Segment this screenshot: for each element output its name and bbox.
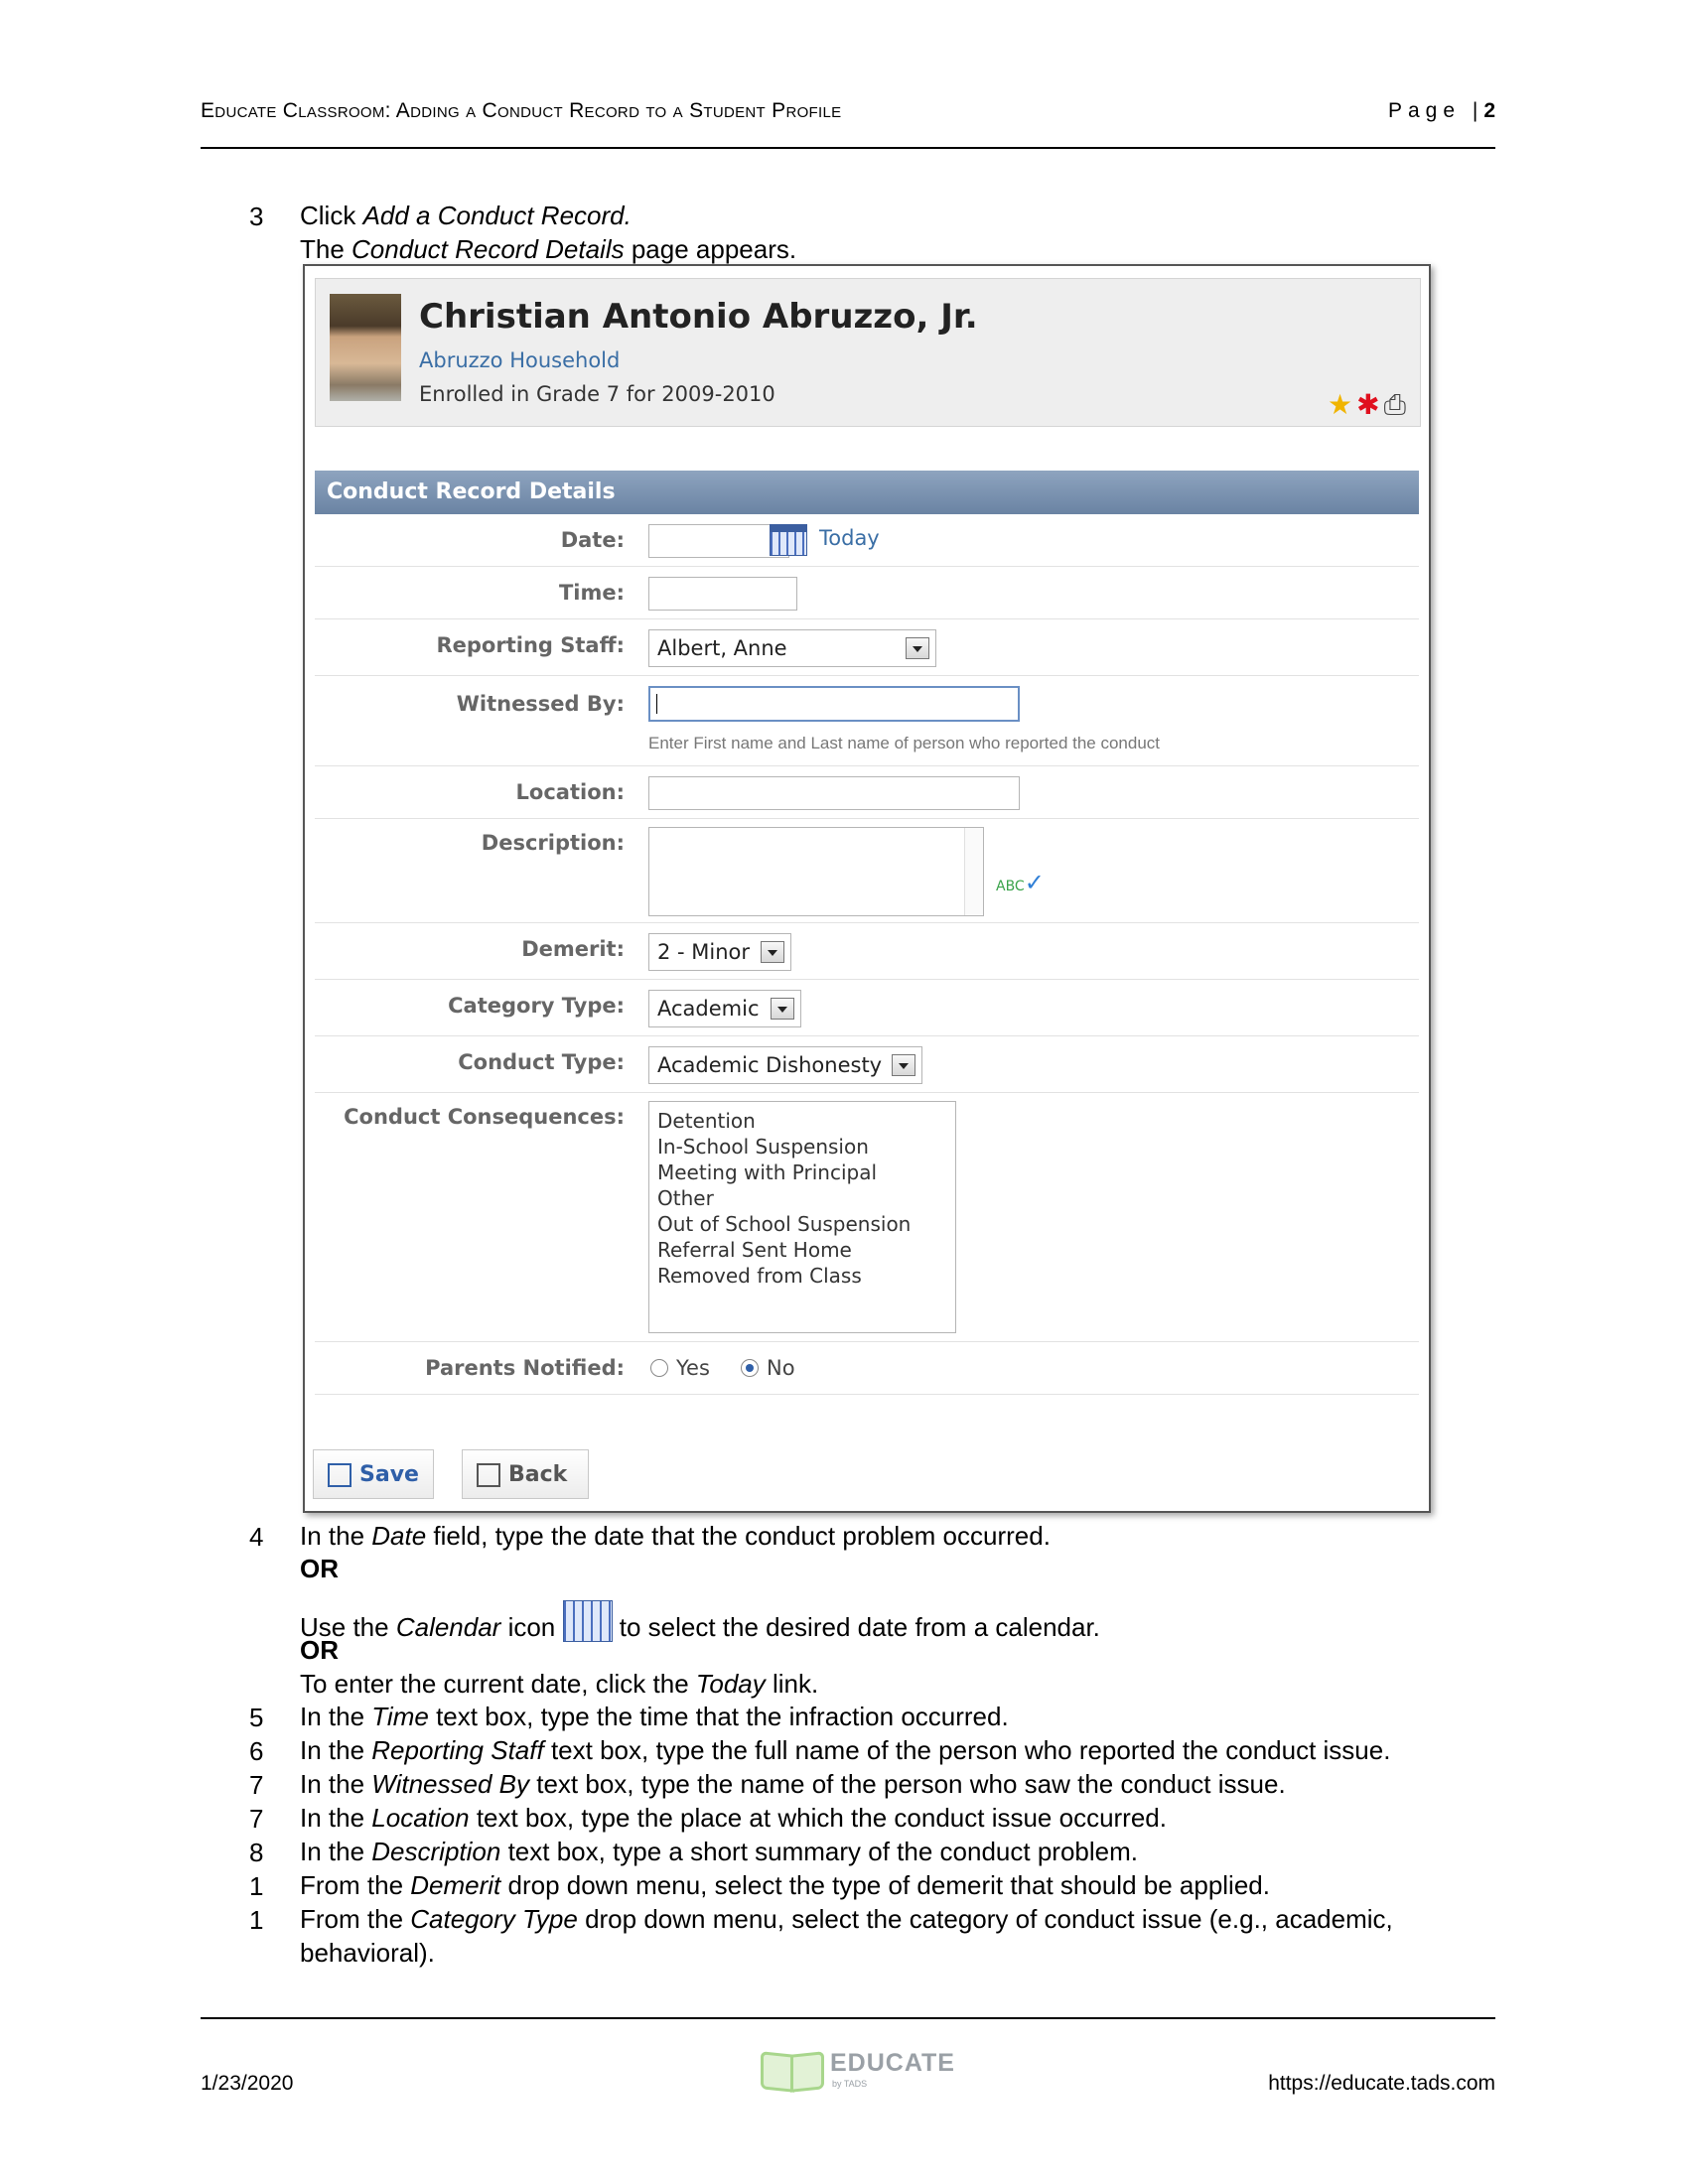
- document-header-title: Educate Classroom: Adding a Conduct Record to a Student Profile: [201, 99, 842, 122]
- date-input[interactable]: [648, 524, 789, 558]
- step-text: From the Demerit drop down menu, select the type of demerit that should be applied.: [300, 1870, 1270, 1900]
- reporting-staff-select[interactable]: Albert, Anne: [648, 629, 936, 667]
- today-link[interactable]: Today: [819, 526, 880, 550]
- step-number: 1: [249, 1905, 264, 1935]
- witnessed-by-hint: Enter First name and Last name of person who reported the conduct: [648, 734, 1161, 752]
- spell-check-icon[interactable]: ABC✓: [996, 869, 1045, 896]
- step-text: In the Reporting Staff text box, type the full name of the person who reported the conduct issue.: [300, 1735, 1391, 1765]
- conduct-type-row: [315, 1036, 1419, 1093]
- book-icon: [761, 2053, 820, 2089]
- step-text-continuation: behavioral).: [300, 1938, 435, 1968]
- conduct-type-label: Conduct Type:: [458, 1050, 625, 1074]
- step-number: 5: [249, 1703, 264, 1732]
- step-number: 8: [249, 1838, 264, 1867]
- step-number: 7: [249, 1770, 264, 1800]
- calendar-icon: [563, 1600, 613, 1642]
- conduct-consequences-label: Conduct Consequences:: [344, 1105, 625, 1129]
- chevron-down-icon: [761, 941, 784, 963]
- conduct-record-screenshot: [303, 264, 1431, 1513]
- page-indicator: Page |2: [1387, 99, 1495, 122]
- logo-text: EDUCATE: [830, 2049, 955, 2077]
- category-type-label: Category Type:: [448, 994, 625, 1018]
- step-text: In the Description text box, type a short summary of the conduct problem.: [300, 1837, 1138, 1866]
- step-number: 6: [249, 1736, 264, 1766]
- list-item[interactable]: Detention: [657, 1109, 756, 1133]
- step-4-line-3: To enter the current date, click the Today link.: [300, 1669, 819, 1699]
- time-row: [315, 567, 1419, 619]
- logo-subtext: by TADS: [832, 2079, 868, 2089]
- category-type-select[interactable]: Academic: [648, 990, 801, 1027]
- list-item[interactable]: Other: [657, 1186, 714, 1210]
- student-photo: [330, 294, 401, 401]
- footer-date: 1/23/2020: [201, 2072, 294, 2095]
- parents-notified-label: Parents Notified:: [425, 1356, 625, 1380]
- star-icon[interactable]: ★: [1328, 388, 1353, 421]
- enrollment-text: Enrolled in Grade 7 for 2009-2010: [419, 382, 775, 406]
- list-item[interactable]: Out of School Suspension: [657, 1212, 912, 1236]
- step-text: In the Location text box, type the place at which the conduct issue occurred.: [300, 1803, 1167, 1833]
- parents-yes-radio[interactable]: [650, 1359, 668, 1377]
- conduct-consequences-row: [315, 1093, 1419, 1342]
- footer-rule: [201, 2017, 1495, 2019]
- time-input[interactable]: [648, 577, 797, 611]
- step-4-line-2: Use the Calendar icon to select the desired date from a calendar.: [300, 1600, 1100, 1644]
- witnessed-by-input[interactable]: [648, 686, 1020, 722]
- header-rule: [201, 147, 1495, 149]
- list-item[interactable]: In-School Suspension: [657, 1135, 869, 1159]
- step-4-line-1: In the Date field, type the date that the conduct problem occurred.: [300, 1521, 1051, 1551]
- step-text: In the Witnessed By text box, type the name of the person who saw the conduct issue.: [300, 1769, 1286, 1799]
- parents-notified-radios: [650, 1356, 821, 1380]
- date-label: Date:: [560, 528, 625, 552]
- section-title-bar: Conduct Record Details: [315, 471, 1419, 514]
- or-separator: OR: [300, 1635, 339, 1665]
- student-profile-header: [315, 278, 1421, 427]
- description-label: Description:: [481, 831, 625, 855]
- demerit-select[interactable]: 2 - Minor: [648, 933, 791, 971]
- list-item[interactable]: Referral Sent Home: [657, 1238, 852, 1262]
- household-link[interactable]: Abruzzo Household: [419, 348, 621, 372]
- or-separator: OR: [300, 1554, 339, 1583]
- witnessed-by-row: [315, 676, 1419, 766]
- category-type-row: [315, 980, 1419, 1036]
- step-number: 7: [249, 1804, 264, 1834]
- page-word: Page: [1387, 99, 1462, 122]
- list-item[interactable]: Meeting with Principal: [657, 1160, 878, 1184]
- location-input[interactable]: [648, 776, 1020, 810]
- medical-icon[interactable]: ✱: [1356, 388, 1380, 421]
- print-icon[interactable]: ⎙: [1383, 388, 1406, 421]
- demerit-row: [315, 923, 1419, 980]
- parents-no-radio[interactable]: [741, 1359, 759, 1377]
- chevron-down-icon: [906, 637, 929, 659]
- footer-url[interactable]: https://educate.tads.com: [1268, 2072, 1495, 2095]
- time-label: Time:: [558, 581, 625, 605]
- conduct-type-select[interactable]: Academic Dishonesty: [648, 1046, 922, 1084]
- demerit-label: Demerit:: [521, 937, 625, 961]
- date-row: [315, 514, 1419, 567]
- location-label: Location:: [515, 780, 625, 804]
- parents-no-label: No: [767, 1356, 795, 1380]
- back-button[interactable]: Back: [462, 1449, 589, 1499]
- list-item[interactable]: Removed from Class: [657, 1264, 862, 1288]
- reporting-staff-label: Reporting Staff:: [436, 633, 625, 657]
- step-3-number: 3: [249, 202, 264, 231]
- witnessed-by-label: Witnessed By:: [456, 692, 625, 716]
- parents-notified-row: [315, 1342, 1419, 1395]
- description-textarea[interactable]: [648, 827, 984, 916]
- calendar-icon[interactable]: [770, 524, 807, 556]
- text-cursor: [656, 694, 657, 714]
- back-arrow-icon: [477, 1463, 500, 1487]
- step-text: From the Category Type drop down menu, select the category of conduct issue (e.g., academic,: [300, 1904, 1393, 1934]
- save-button[interactable]: Save: [313, 1449, 434, 1499]
- save-icon: [328, 1463, 352, 1487]
- step-3-text: Click Add a Conduct Record. The Conduct Record Details page appears.: [300, 201, 797, 264]
- conduct-consequences-listbox[interactable]: [648, 1101, 956, 1333]
- student-name: Christian Antonio Abruzzo, Jr.: [419, 297, 978, 337]
- reporting-staff-row: [315, 619, 1419, 676]
- step-text: In the Time text box, type the time that the infraction occurred.: [300, 1702, 1009, 1731]
- scrollbar[interactable]: [964, 828, 983, 915]
- chevron-down-icon: [771, 998, 794, 1020]
- step-4-number: 4: [249, 1522, 264, 1552]
- chevron-down-icon: [892, 1054, 915, 1076]
- step-number: 1: [249, 1871, 264, 1901]
- description-row: [315, 819, 1419, 923]
- parents-yes-label: Yes: [676, 1356, 710, 1380]
- page-number: 2: [1483, 99, 1495, 122]
- location-row: [315, 766, 1419, 819]
- profile-actions: [1324, 388, 1406, 422]
